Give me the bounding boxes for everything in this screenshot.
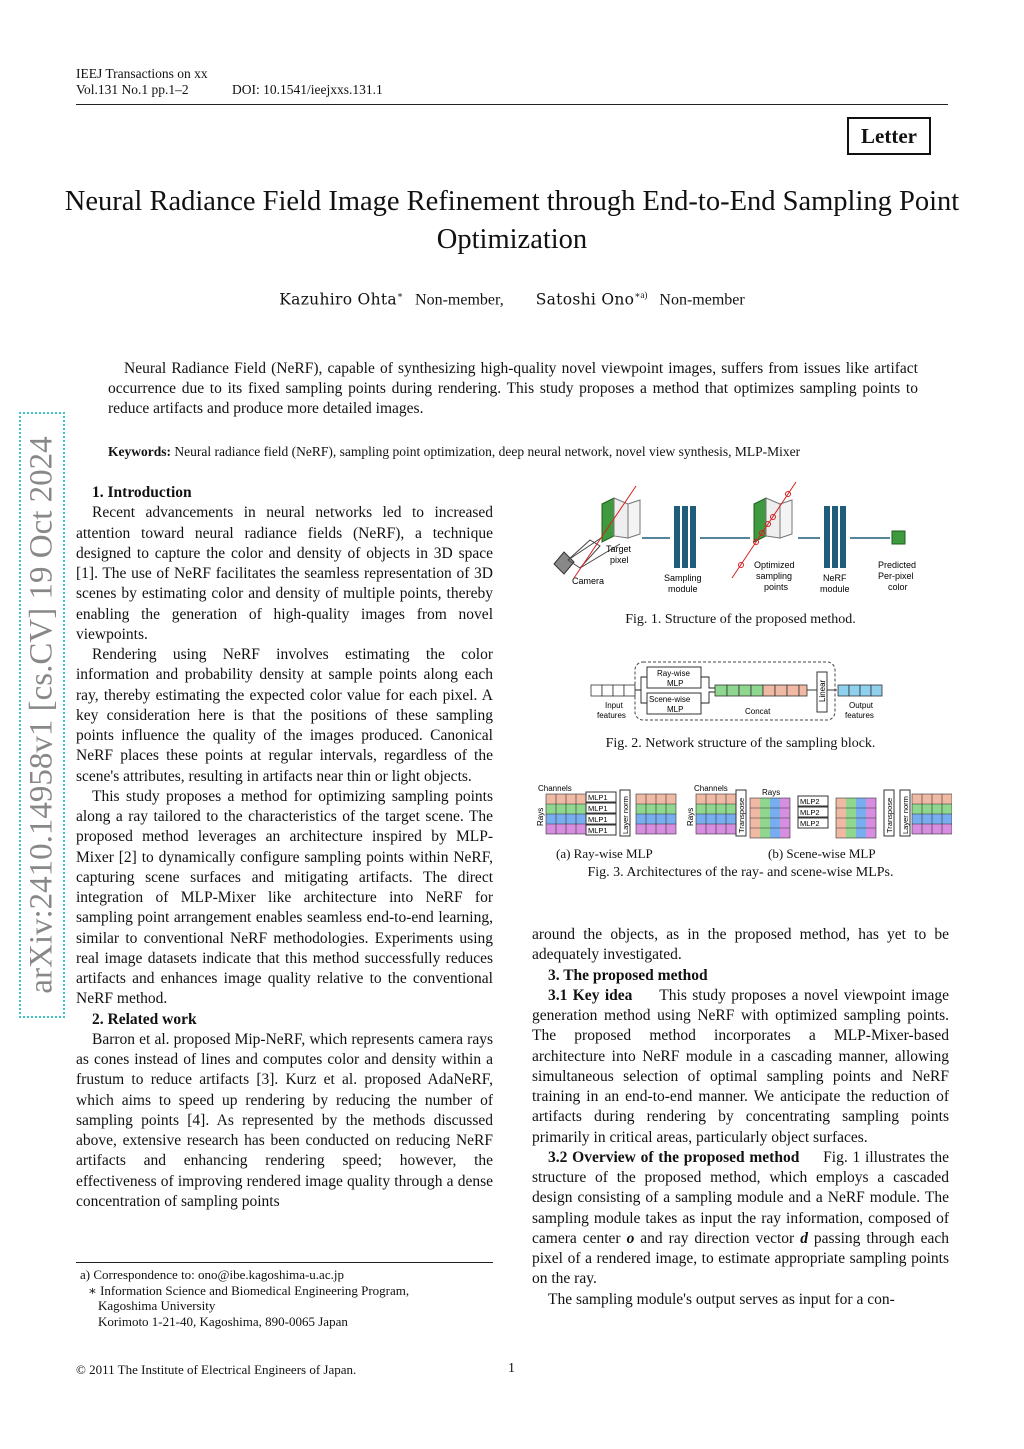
fig2-label-input-1: Input: [605, 701, 623, 710]
fig1-label-sampling-1: Sampling: [664, 573, 702, 583]
keywords-text: Neural radiance field (NeRF), sampling point optimization, deep neural network, novel view synthesis, MLP-Mixer: [174, 444, 801, 459]
figure-3-caption: Fig. 3. Architectures of the ray- and scene-wise MLPs.: [587, 865, 894, 880]
figure-1-caption: Fig. 1. Structure of the proposed method.: [625, 612, 856, 627]
fig1-label-predicted-1: Predicted: [878, 560, 917, 570]
fig1-label-camera: Camera: [572, 576, 605, 586]
sampling-module-block: [674, 506, 696, 568]
fig2-label-linear: Linear: [818, 679, 827, 702]
fig3-label-rays-a: Rays: [536, 807, 545, 826]
fig2-label-output-2: features: [845, 711, 874, 720]
author-mark: ∗a): [634, 290, 648, 300]
author-name: Kazuhiro Ohta: [279, 290, 397, 309]
left-column: [76, 483, 493, 1212]
paragraph: Recent advancements in neural networks led to increased attention toward neural radiance fields (NeRF), a technique designed to capture the color and density of objects in 3D space [1]. The use of NeRF facilitates the seamless representation of 3D scenes by estimating color and density of multiple points, thereby enabling the generation of high-quality images from novel viewpoints.: [76, 504, 493, 643]
paragraph: Barron et al. proposed Mip-NeRF, which represents camera rays as cones instead of lines and computes color and density within a frustum to reduce artifacts [3]. Kurz et al. proposed AdaNeRF, which aims to speed up rendering by reducing the number of sampling points [4]. As represented by the methods discussed above, extensive research has been conducted on reducing NeRF artifacts and enhancing rendering speed; however, the effectiveness of improving rendered image quality through a dense concentration of sampling points: [76, 1030, 493, 1210]
section-heading: 1. Introduction: [92, 484, 192, 501]
footnote-rule: [76, 1262, 493, 1263]
fig3b-label-rays-top: Rays: [762, 788, 781, 797]
fig3-label-channels-a: Channels: [538, 784, 572, 793]
fig1-label-target-2: pixel: [610, 555, 629, 565]
figure-3a-subcaption: (a) Ray-wise MLP: [556, 846, 653, 861]
fig1-label-nerf-1: NeRF: [823, 573, 847, 583]
right-column: [532, 925, 949, 1310]
paragraph: Rendering using NeRF involves estimating the color information and probability density at sample points along each ray, thereby estimating the expected color value for each pixel. A key consideration here is that the positions of these sampling points influence the quality of the images produced. Canonical NeRF places these points at regular intervals, regardless of the scene's attributes, resulting in artifacts near thin or light objects.: [76, 646, 493, 785]
header-rule: [76, 104, 948, 105]
paragraph-text: passing through each pixel of a rendered image, to estimate appropriate sampling points on the ray.: [532, 1229, 949, 1288]
journal-volume: Vol.131 No.1 pp.1–2: [76, 82, 189, 97]
footnote-correspondence: a) Correspondence to: ono@ibe.kagoshima-u.ac.jp: [80, 1267, 344, 1282]
paper-title: Neural Radiance Field Image Refinement through End-to-End Sampling Point Optimization: [64, 186, 960, 255]
footnote-affiliation-line: Kagoshima University: [98, 1298, 216, 1313]
arxiv-stamp: [5, 412, 67, 1020]
fig1-label-optimized-1: Optimized: [754, 560, 795, 570]
fig3b-mid-grid: [836, 798, 876, 838]
fig3a-label-mlp1: MLP1: [588, 804, 608, 813]
fig1-label-target-1: Target: [606, 544, 632, 554]
doi: DOI: 10.1541/ieejxxs.131.1: [232, 82, 383, 97]
fig1-label-optimized-2: sampling: [756, 571, 793, 581]
paragraph: The sampling module's output serves as input for a con-: [548, 1290, 895, 1308]
figure-2: [585, 658, 895, 728]
fig3b-input-grid: [696, 794, 736, 834]
fig1-label-predicted-3: color: [888, 582, 908, 592]
fig1-label-optimized-3: points: [764, 582, 789, 592]
author-membership: Non-member,: [415, 291, 504, 309]
paragraph-text: This study proposes a novel viewpoint image generation method using NeRF with optimized sampling points. The proposed method incorporates a MLP-Mixer-based architecture into NeRF module in a cascading manner, allowing simultaneous selection of optimal sampling points and NeRF training in an end-to-end manner. We anticipate the reduction of artifacts during rendering by concentrating sampling points primarily in critical areas, particularly object surfaces.: [532, 986, 950, 1146]
fig1-label-nerf-2: module: [820, 584, 850, 594]
footnote-affiliation: ∗ Information Science and Biomedical Engineering Program,: [88, 1282, 410, 1298]
arxiv-id: arXiv:2410.14958v1 [cs.CV] 19 Oct 2024: [23, 436, 60, 994]
fig3b-label-mlp2: MLP2: [800, 797, 820, 806]
fig3b-label-layer-norm: Layer norm: [901, 796, 910, 834]
subsection-heading: 3.1 Key idea: [548, 986, 633, 1004]
author-membership: Non-member: [659, 291, 745, 309]
output-features-cells: [838, 685, 882, 696]
author-mark: ∗: [396, 290, 404, 300]
figure-3: [532, 780, 952, 842]
keywords-label: Keywords:: [108, 444, 171, 459]
paragraph: [532, 1148, 949, 1290]
fig3b-label-transpose-2: Transpose: [885, 797, 894, 833]
paragraph: [532, 986, 949, 1148]
fig3b-output-grid: [912, 794, 952, 834]
fig2-label-scenewise-2: MLP: [667, 705, 684, 714]
fig1-label-sampling-2: module: [668, 584, 698, 594]
concat-cells: [715, 685, 807, 696]
subsection-heading: 3.2 Overview of the proposed method: [548, 1148, 800, 1166]
author-line: [60, 290, 964, 309]
fig3b-label-mlp2: MLP2: [800, 819, 820, 828]
symbol-d: d: [800, 1229, 808, 1247]
section-heading: 2. Related work: [92, 1010, 197, 1028]
fig3b-label-transpose: Transpose: [737, 797, 746, 833]
fig3-label-channels-b: Channels: [694, 784, 728, 793]
paragraph-text: and ray direction vector: [634, 1229, 801, 1247]
predicted-pixel: [892, 531, 905, 544]
paragraph-text: Fig. 1 illustrates the structure of the proposed method, which employs a cascaded design consisting of a sampling module and a NeRF module. The sampling module takes as input the ray information, composed of camera center: [532, 1148, 949, 1247]
section-heading: 3. The proposed method: [548, 966, 708, 984]
symbol-o: o: [626, 1229, 635, 1247]
footnotes: [80, 1267, 493, 1329]
nerf-module-block: [824, 506, 846, 568]
copyright: © 2011 The Institute of Electrical Engineers of Japan.: [76, 1362, 357, 1377]
object-cube-icon: [602, 498, 640, 542]
fig3a-label-mlp1: MLP1: [588, 826, 608, 835]
page-number: 1: [508, 1361, 515, 1376]
author-name: Satoshi Ono: [535, 290, 635, 309]
fig2-label-raywise-1: Ray-wise: [657, 669, 690, 678]
article-type-badge: Letter: [847, 117, 931, 155]
paragraph: This study proposes a method for optimizing sampling points along a ray tailored to the characteristics of the target scene. The proposed method leverages an architecture inspired by MLP-Mixer [2] to dynamically configure sampling points within NeRF, capturing scene surfaces and mitigating artifacts. The direct integration of MLP-Mixer like architecture into NeRF for sampling point arrangement enables seamless end-to-end learning, similar to conventional NeRF methodologies. Experiments using real image datasets indicate that this method successfully reduces artifacts and enhances image quality relative to the conventional NeRF method.: [76, 787, 493, 1008]
fig3-label-rays-b: Rays: [686, 807, 695, 826]
fig2-label-concat: Concat: [745, 707, 771, 716]
fig2-label-output-1: Output: [849, 701, 874, 710]
fig3a-label-layer-norm: Layer norm: [621, 796, 630, 834]
keywords: [108, 444, 918, 460]
fig3a-input-grid: [546, 794, 586, 834]
fig3b-transposed-grid: [750, 798, 790, 838]
figure-2-caption: Fig. 2. Network structure of the sampling block.: [605, 736, 876, 751]
abstract: Neural Radiance Field (NeRF), capable of synthesizing high-quality novel viewpoint images, suffers from issues like artifact occurrence due to its fixed sampling points during rendering. This study proposes a method that optimizes sampling points to reduce artifacts and produce more detailed images.: [108, 360, 918, 417]
fig2-label-input-2: features: [597, 711, 626, 720]
fig3a-label-mlp1: MLP1: [588, 793, 608, 802]
fig3a-output-grid: [636, 794, 676, 834]
fig3b-label-mlp2: MLP2: [800, 808, 820, 817]
fig2-label-raywise-2: MLP: [667, 679, 684, 688]
figure-3b-subcaption: (b) Scene-wise MLP: [768, 846, 876, 861]
fig1-label-predicted-2: Per-pixel: [878, 571, 914, 581]
paragraph: around the objects, as in the proposed method, has yet to be adequately investigated.: [532, 926, 949, 964]
fig2-label-scenewise-1: Scene-wise: [649, 695, 691, 704]
figure-1: [540, 480, 940, 602]
footnote-address: Korimoto 1-21-40, Kagoshima, 890-0065 Japan: [98, 1313, 348, 1329]
input-features-cells: [591, 685, 635, 696]
fig3a-label-mlp1: MLP1: [588, 815, 608, 824]
journal-name: IEEJ Transactions on xx: [76, 66, 208, 81]
